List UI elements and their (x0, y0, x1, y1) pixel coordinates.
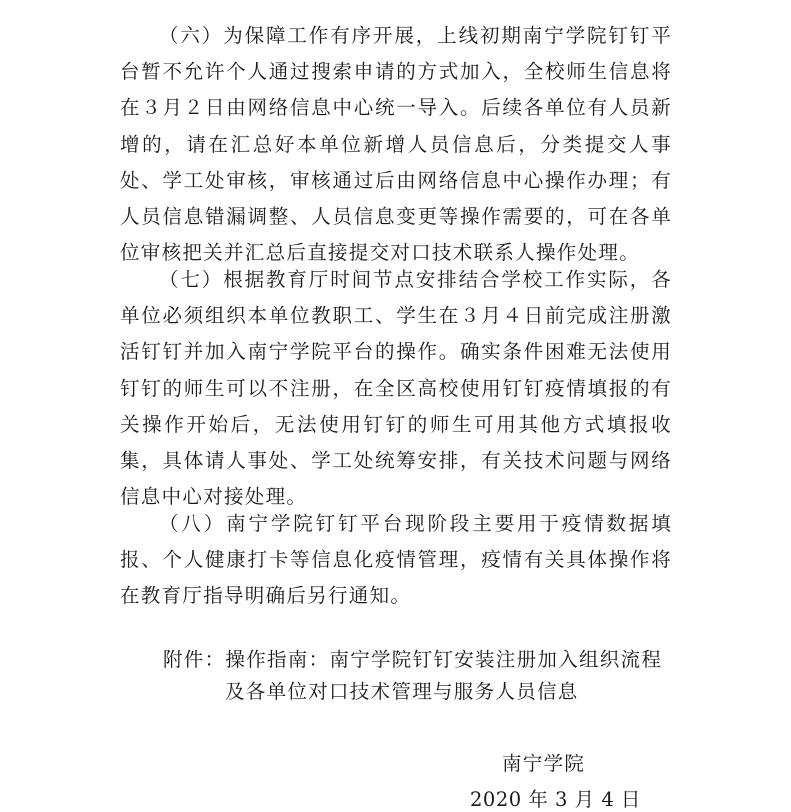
attachment-note (163, 644, 683, 708)
attachment-line-2: 及各单位对口技术管理与服务人员信息 (225, 680, 579, 703)
paragraph-item-8: （八）南宁学院钉钉平台现阶段主要用于疫情数据填报、个人健康打卡等信息化疫情管理，疫情有关具体操作将在教育厅指导明确后另行通知。 (120, 512, 672, 608)
attachment-line-1: 附件：操作指南：南宁学院钉钉安装注册加入组织流程 (163, 648, 663, 671)
signature-organization: 南宁学院 (502, 752, 586, 775)
signature-date: 2020 年 3 月 4 日 (470, 788, 641, 811)
paragraph-item-6: （六）为保障工作有序开展，上线初期南宁学院钉钉平台暂不允许个人通过搜索申请的方式加入，全校师生信息将在３月２日由网络信息中心统一导入。后续各单位有人员新增的，请在汇总好本单位新增人员信息后，分类提交人事处、学工处审核，审核通过后由网络信息中心操作办理；有人员信息错漏调整、人员信息变更等操作需要的，可在各单位审核把关并汇总后直接提交对口技术联系人操作处理。 (120, 24, 672, 265)
paragraph-item-7: （七）根据教育厅时间节点安排结合学校工作实际，各单位必须组织本单位教职工、学生在３月４日前完成注册激活钉钉并加入南宁学院平台的操作。确实条件困难无法使用钉钉的师生可以不注册，在全区高校使用钉钉疫情填报的有关操作开始后，无法使用钉钉的师生可用其他方式填报收集，具体请人事处、学工处统筹安排，有关技术问题与网络信息中心对接处理。 (120, 268, 672, 509)
